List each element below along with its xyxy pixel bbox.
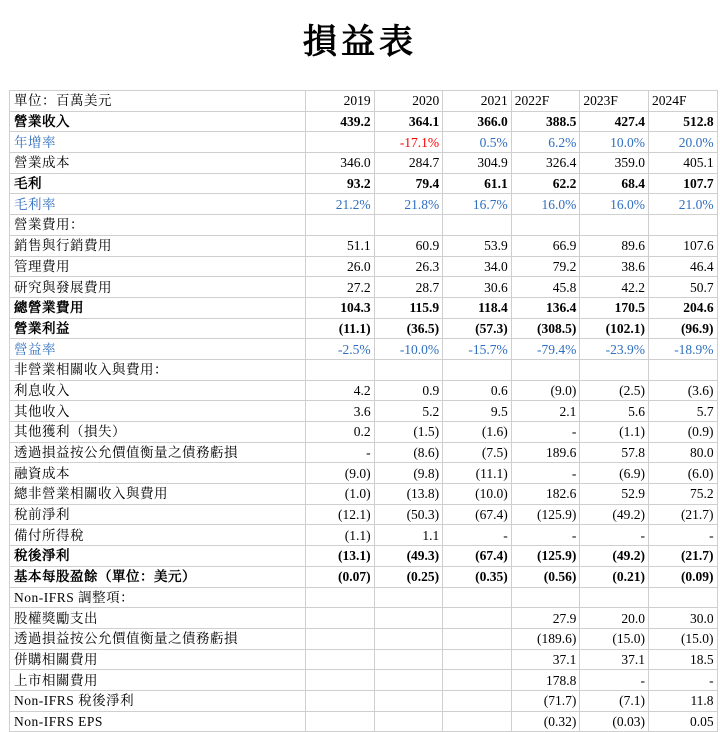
table-cell: 50.7 — [648, 277, 717, 298]
table-cell — [443, 628, 512, 649]
year-header: 2022F — [511, 91, 580, 112]
year-header: 2019 — [306, 91, 375, 112]
table-cell: (6.9) — [580, 463, 649, 484]
row-label: 股權獎勵支出 — [10, 608, 306, 629]
row-label: 透過損益按公允價值衡量之債務虧損 — [10, 628, 306, 649]
row-label: 稅前淨利 — [10, 504, 306, 525]
table-cell: 346.0 — [306, 153, 375, 174]
table-cell — [443, 711, 512, 732]
table-cell: 80.0 — [648, 442, 717, 463]
table-cell: 6.2% — [511, 132, 580, 153]
table-cell — [648, 587, 717, 608]
table-cell: 46.4 — [648, 256, 717, 277]
table-cell: 115.9 — [374, 297, 443, 318]
table-cell: 53.9 — [443, 235, 512, 256]
table-cell: 107.7 — [648, 173, 717, 194]
table-cell — [443, 587, 512, 608]
row-label: 毛利率 — [10, 194, 306, 215]
table-cell: 1.1 — [374, 525, 443, 546]
table-cell — [648, 215, 717, 236]
table-row — [10, 442, 718, 463]
table-cell: 204.6 — [648, 297, 717, 318]
table-cell: 26.0 — [306, 256, 375, 277]
table-row — [10, 173, 718, 194]
table-row — [10, 463, 718, 484]
table-cell: (11.1) — [306, 318, 375, 339]
table-cell: 2.1 — [511, 401, 580, 422]
table-cell: - — [648, 525, 717, 546]
table-cell — [374, 587, 443, 608]
table-cell: -23.9% — [580, 339, 649, 360]
year-header: 2023F — [580, 91, 649, 112]
row-label: 研究與發展費用 — [10, 277, 306, 298]
table-cell: - — [580, 525, 649, 546]
table-cell: 359.0 — [580, 153, 649, 174]
table-cell — [306, 670, 375, 691]
table-cell: 0.9 — [374, 380, 443, 401]
table-cell: (1.6) — [443, 422, 512, 443]
table-cell: 89.6 — [580, 235, 649, 256]
table-cell: 28.7 — [374, 277, 443, 298]
table-cell: 304.9 — [443, 153, 512, 174]
table-cell: 30.6 — [443, 277, 512, 298]
table-row — [10, 670, 718, 691]
row-label: 備付所得稅 — [10, 525, 306, 546]
table-cell: 68.4 — [580, 173, 649, 194]
table-cell: 52.9 — [580, 484, 649, 505]
table-row — [10, 380, 718, 401]
table-cell: (0.9) — [648, 422, 717, 443]
table-cell: (12.1) — [306, 504, 375, 525]
table-cell: (49.3) — [374, 546, 443, 567]
table-cell: - — [511, 525, 580, 546]
table-cell: 512.8 — [648, 111, 717, 132]
table-cell: (13.8) — [374, 484, 443, 505]
table-cell — [443, 649, 512, 670]
table-cell: (1.0) — [306, 484, 375, 505]
table-cell: 427.4 — [580, 111, 649, 132]
table-cell — [306, 132, 375, 153]
row-label: 併購相關費用 — [10, 649, 306, 670]
table-cell: 189.6 — [511, 442, 580, 463]
table-row — [10, 132, 718, 153]
table-cell: (0.21) — [580, 566, 649, 587]
table-cell: (50.3) — [374, 504, 443, 525]
table-cell — [648, 359, 717, 380]
table-cell: 284.7 — [374, 153, 443, 174]
table-cell — [443, 670, 512, 691]
table-row — [10, 339, 718, 360]
table-cell: (3.6) — [648, 380, 717, 401]
row-label: 其他獲利（損失） — [10, 422, 306, 443]
table-cell: 5.6 — [580, 401, 649, 422]
table-cell: (13.1) — [306, 546, 375, 567]
table-row — [10, 297, 718, 318]
table-cell — [306, 690, 375, 711]
table-cell: 75.2 — [648, 484, 717, 505]
table-cell: (15.0) — [648, 628, 717, 649]
table-cell: (9.0) — [511, 380, 580, 401]
table-cell: (49.2) — [580, 504, 649, 525]
table-cell: 61.1 — [443, 173, 512, 194]
table-cell: 30.0 — [648, 608, 717, 629]
table-cell: 0.2 — [306, 422, 375, 443]
row-label: 營業費用： — [10, 215, 306, 236]
table-cell: 178.8 — [511, 670, 580, 691]
row-label: 年增率 — [10, 132, 306, 153]
table-row — [10, 235, 718, 256]
table-cell — [443, 608, 512, 629]
table-cell — [306, 649, 375, 670]
table-cell: 42.2 — [580, 277, 649, 298]
table-cell: 10.0% — [580, 132, 649, 153]
table-cell — [374, 359, 443, 380]
table-cell: (71.7) — [511, 690, 580, 711]
table-cell: (0.56) — [511, 566, 580, 587]
table-cell: (7.1) — [580, 690, 649, 711]
table-row — [10, 194, 718, 215]
table-cell: 9.5 — [443, 401, 512, 422]
row-label: 稅後淨利 — [10, 546, 306, 567]
table-cell: (96.9) — [648, 318, 717, 339]
table-cell: 5.7 — [648, 401, 717, 422]
table-row — [10, 711, 718, 732]
table-cell — [443, 690, 512, 711]
table-cell: (0.35) — [443, 566, 512, 587]
table-row — [10, 422, 718, 443]
table-cell: 79.4 — [374, 173, 443, 194]
row-label: 總營業費用 — [10, 297, 306, 318]
table-cell: (67.4) — [443, 546, 512, 567]
table-cell: (0.25) — [374, 566, 443, 587]
table-cell: 57.8 — [580, 442, 649, 463]
year-header: 2021 — [443, 91, 512, 112]
table-header-row — [10, 91, 718, 112]
table-row — [10, 318, 718, 339]
table-row — [10, 504, 718, 525]
table-cell: - — [580, 670, 649, 691]
table-cell: 21.8% — [374, 194, 443, 215]
table-row — [10, 546, 718, 567]
table-cell: - — [511, 422, 580, 443]
table-cell: (67.4) — [443, 504, 512, 525]
table-cell — [580, 359, 649, 380]
table-cell: (49.2) — [580, 546, 649, 567]
page-title: 損益表 — [303, 22, 417, 62]
table-cell — [306, 711, 375, 732]
row-label: 透過損益按公允價值衡量之債務虧損 — [10, 442, 306, 463]
table-cell: 16.0% — [511, 194, 580, 215]
row-label: 上市相關費用 — [10, 670, 306, 691]
table-cell: 118.4 — [443, 297, 512, 318]
table-cell: 79.2 — [511, 256, 580, 277]
table-cell: 170.5 — [580, 297, 649, 318]
table-cell: 51.1 — [306, 235, 375, 256]
table-cell: (9.0) — [306, 463, 375, 484]
row-label: 其他收入 — [10, 401, 306, 422]
row-label: 融資成本 — [10, 463, 306, 484]
table-row — [10, 608, 718, 629]
table-cell — [374, 215, 443, 236]
table-cell: (308.5) — [511, 318, 580, 339]
table-row — [10, 587, 718, 608]
table-cell: 11.8 — [648, 690, 717, 711]
table-row — [10, 401, 718, 422]
table-cell: (36.5) — [374, 318, 443, 339]
table-cell — [306, 215, 375, 236]
table-cell: 107.6 — [648, 235, 717, 256]
table-cell: (57.3) — [443, 318, 512, 339]
table-cell: (189.6) — [511, 628, 580, 649]
table-row — [10, 277, 718, 298]
table-cell — [374, 628, 443, 649]
table-cell: 37.1 — [580, 649, 649, 670]
table-cell: (125.9) — [511, 504, 580, 525]
table-cell: (11.1) — [443, 463, 512, 484]
table-cell: 364.1 — [374, 111, 443, 132]
table-cell — [306, 587, 375, 608]
table-row — [10, 359, 718, 380]
row-label: 營業利益 — [10, 318, 306, 339]
row-label: 毛利 — [10, 173, 306, 194]
table-row — [10, 649, 718, 670]
table-cell: 21.0% — [648, 194, 717, 215]
table-cell: (2.5) — [580, 380, 649, 401]
table-row — [10, 484, 718, 505]
table-cell — [374, 608, 443, 629]
table-cell: 66.9 — [511, 235, 580, 256]
row-label: 利息收入 — [10, 380, 306, 401]
table-cell: - — [648, 670, 717, 691]
table-cell — [374, 711, 443, 732]
row-label: 營業成本 — [10, 153, 306, 174]
year-header: 2020 — [374, 91, 443, 112]
table-cell — [306, 359, 375, 380]
table-cell: - — [306, 442, 375, 463]
table-cell — [443, 359, 512, 380]
table-cell: 3.6 — [306, 401, 375, 422]
table-cell: 104.3 — [306, 297, 375, 318]
table-cell: (1.5) — [374, 422, 443, 443]
table-cell: 439.2 — [306, 111, 375, 132]
table-cell — [511, 359, 580, 380]
table-cell: 326.4 — [511, 153, 580, 174]
unit-header: 單位：百萬美元 — [10, 91, 306, 112]
table-row — [10, 215, 718, 236]
table-cell: - — [511, 463, 580, 484]
table-cell — [374, 690, 443, 711]
table-row — [10, 153, 718, 174]
table-cell: -18.9% — [648, 339, 717, 360]
table-cell: 0.05 — [648, 711, 717, 732]
table-cell: -10.0% — [374, 339, 443, 360]
table-cell: (15.0) — [580, 628, 649, 649]
table-cell — [580, 215, 649, 236]
table-cell: 5.2 — [374, 401, 443, 422]
table-row — [10, 111, 718, 132]
table-cell: (0.03) — [580, 711, 649, 732]
table-cell: 27.9 — [511, 608, 580, 629]
table-cell — [374, 649, 443, 670]
table-cell: 405.1 — [648, 153, 717, 174]
table-cell: 366.0 — [443, 111, 512, 132]
income-statement-table — [9, 90, 718, 732]
table-cell: 4.2 — [306, 380, 375, 401]
table-cell: (125.9) — [511, 546, 580, 567]
table-row — [10, 690, 718, 711]
table-cell: 20.0% — [648, 132, 717, 153]
table-cell — [306, 608, 375, 629]
table-cell: 20.0 — [580, 608, 649, 629]
table-cell: 26.3 — [374, 256, 443, 277]
table-cell: (6.0) — [648, 463, 717, 484]
table-row — [10, 566, 718, 587]
table-cell: (0.32) — [511, 711, 580, 732]
table-cell: 21.2% — [306, 194, 375, 215]
table-cell: (21.7) — [648, 504, 717, 525]
row-label: Non-IFRS 調整項： — [10, 587, 306, 608]
table-cell: (0.07) — [306, 566, 375, 587]
table-cell: 60.9 — [374, 235, 443, 256]
row-label: 營益率 — [10, 339, 306, 360]
table-cell: 93.2 — [306, 173, 375, 194]
table-cell: (10.0) — [443, 484, 512, 505]
row-label: 總非營業相關收入與費用 — [10, 484, 306, 505]
table-cell: (0.09) — [648, 566, 717, 587]
table-cell: (102.1) — [580, 318, 649, 339]
table-cell — [306, 628, 375, 649]
table-cell — [511, 215, 580, 236]
table-cell — [580, 587, 649, 608]
row-label: 銷售與行銷費用 — [10, 235, 306, 256]
table-cell — [374, 670, 443, 691]
table-cell: (9.8) — [374, 463, 443, 484]
table-cell: - — [443, 525, 512, 546]
table-cell: 38.6 — [580, 256, 649, 277]
table-cell — [511, 587, 580, 608]
table-cell: 16.7% — [443, 194, 512, 215]
table-cell: 34.0 — [443, 256, 512, 277]
table-cell: 136.4 — [511, 297, 580, 318]
table-cell: (1.1) — [580, 422, 649, 443]
row-label: 基本每股盈餘（單位：美元） — [10, 566, 306, 587]
table-cell: (1.1) — [306, 525, 375, 546]
year-header: 2024F — [648, 91, 717, 112]
table-cell: 45.8 — [511, 277, 580, 298]
table-cell: 27.2 — [306, 277, 375, 298]
table-cell: 18.5 — [648, 649, 717, 670]
table-cell: -15.7% — [443, 339, 512, 360]
table-cell: 0.5% — [443, 132, 512, 153]
table-cell: 388.5 — [511, 111, 580, 132]
table-cell: -17.1% — [374, 132, 443, 153]
table-cell: 182.6 — [511, 484, 580, 505]
row-label: 非營業相關收入與費用： — [10, 359, 306, 380]
table-cell: (8.6) — [374, 442, 443, 463]
table-cell — [443, 215, 512, 236]
row-label: 管理費用 — [10, 256, 306, 277]
table-row — [10, 525, 718, 546]
table-cell: (21.7) — [648, 546, 717, 567]
table-row — [10, 256, 718, 277]
row-label: 營業收入 — [10, 111, 306, 132]
table-cell: 0.6 — [443, 380, 512, 401]
table-cell: -2.5% — [306, 339, 375, 360]
row-label: Non-IFRS 稅後淨利 — [10, 690, 306, 711]
table-row — [10, 628, 718, 649]
row-label: Non-IFRS EPS — [10, 711, 306, 732]
table-cell: 37.1 — [511, 649, 580, 670]
table-cell: 16.0% — [580, 194, 649, 215]
table-cell: -79.4% — [511, 339, 580, 360]
table-cell: (7.5) — [443, 442, 512, 463]
table-cell: 62.2 — [511, 173, 580, 194]
